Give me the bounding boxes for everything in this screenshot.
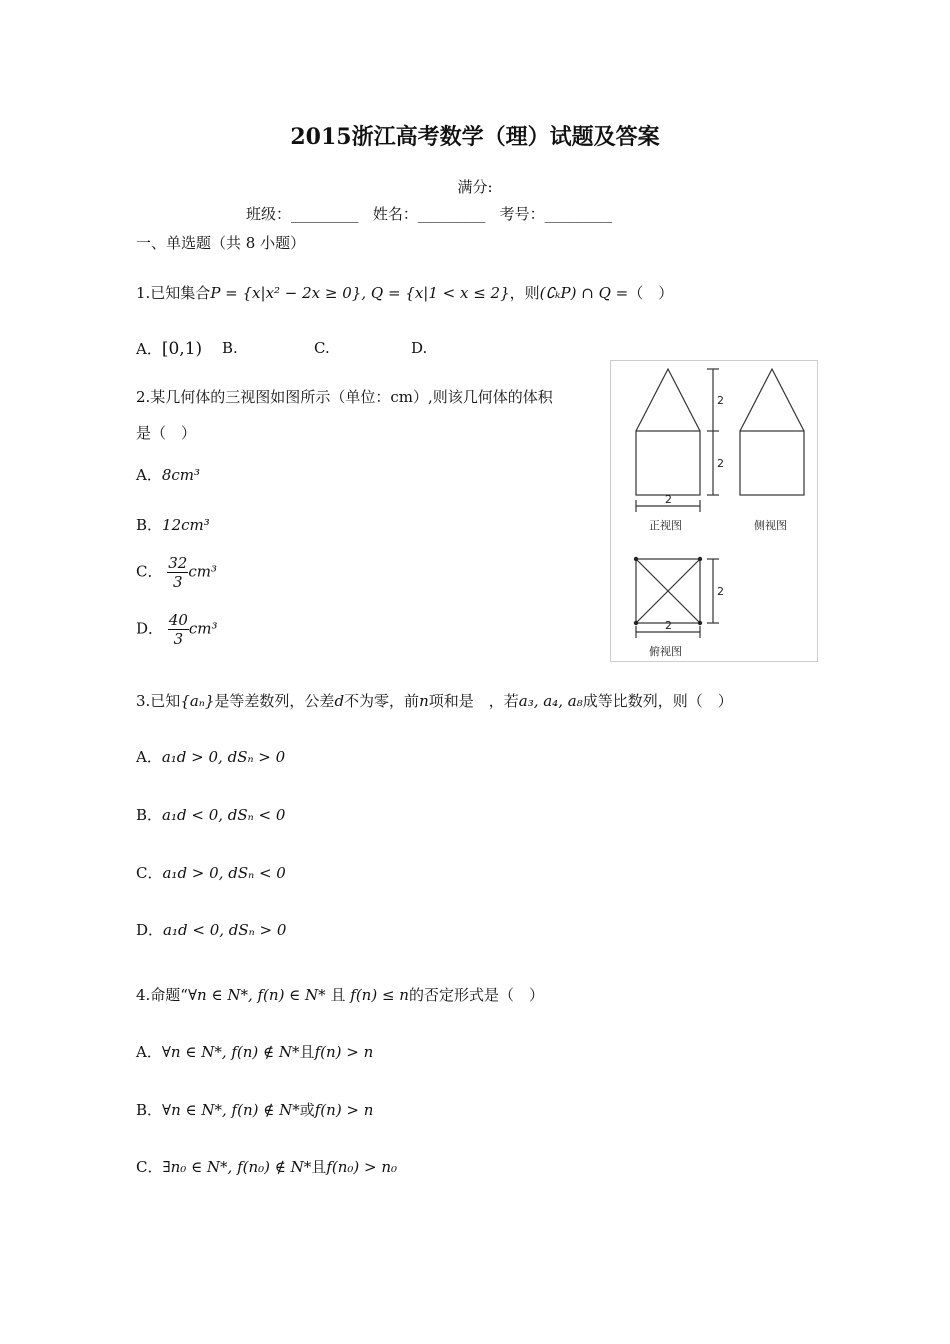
q2-option-d-fraction [168,611,189,648]
q1-stem-suffix: （ ） [628,284,674,302]
q2-option-d-denominator: 3 [173,630,184,648]
q3-stem-seq: {aₙ} [180,692,215,710]
q2-option-d-unit: cm³ [188,619,218,638]
front-body-dim-label: 2 [717,457,724,470]
q4-option-c [136,1156,397,1177]
q4-option-a-conj: 且 [299,1043,315,1061]
q4-option-c-math: ∃n₀ ∈ N*, f(n₀) ∉ N* [162,1158,312,1176]
q2-option-d-numerator: 40 [168,611,188,629]
q2-option-c [136,554,217,591]
name-blank: _________ [417,205,486,223]
q2-option-b-math: 12cm³ [162,516,210,534]
q3-option-b [136,804,285,825]
q1-stem-prefix: 1.已知集合 [136,284,211,302]
q3-option-d [136,919,286,940]
question-3-stem [136,690,733,711]
page-title: 2015浙江高考数学（理）试题及答案 [290,124,660,150]
q2-option-a-math: 8cm³ [161,466,201,484]
q2-option-c-label: C． [136,562,163,581]
side-view-label: 侧视图 [754,519,787,532]
q2-option-c-fraction [167,554,188,591]
q2-option-c-numerator: 32 [168,554,188,572]
q3-option-c-label: C． [136,864,163,882]
q4-stem-suffix: 的否定形式是（ ） [408,986,544,1004]
q1-option-c: C. [314,339,330,357]
top-view-label: 俯视图 [649,645,682,658]
q4-option-b-math2: f(n) > n [314,1101,374,1119]
q2-option-d [136,611,218,648]
q1-stem-math: P = {x|x² − 2x ≥ 0}, Q = {x|1 < x ≤ 2} [210,284,510,302]
q3-stem-text3: 项和是 ，若 [428,692,519,710]
q4-option-a [136,1041,373,1062]
q3-option-d-label: D． [136,921,164,939]
full-score-label: 满分: [457,178,493,196]
q4-option-c-label: C． [136,1158,163,1176]
q3-option-b-math: a₁d < 0, dSₙ < 0 [162,806,286,824]
section-heading: 一、单选题（共 8 小题） [136,234,306,252]
q2-option-c-denominator: 3 [173,573,183,591]
number-blank: _________ [544,205,613,223]
q1-stem-mid: ，则 [509,284,540,302]
side-view-roof [740,369,804,431]
q1-option-a-math: [0,1) [161,339,203,359]
question-2-stem-line1: 2.某几何体的三视图如图所示（单位：cm）,则该几何体的体积 [136,388,553,406]
q4-option-b-label: B． [136,1101,163,1119]
q3-option-c-math: a₁d > 0, dSₙ < 0 [162,864,286,882]
q4-stem-math2: f(n) ≤ n [350,986,409,1004]
q3-stem-text2: 不为零，前 [344,692,420,710]
q4-stem-prefix: 4.命题“ [136,986,188,1004]
q2-option-d-label: D． [136,619,164,638]
q4-stem-math: ∀n ∈ N*, f(n) ∈ N* [187,986,326,1004]
front-view-roof [636,369,700,431]
q1-stem-math2: (∁ₖP) ∩ Q = [539,284,629,302]
class-blank: _________ [291,205,359,223]
q3-option-a-math: a₁d > 0, dSₙ > 0 [161,748,286,766]
q3-stem-terms: a₃, a₄, a₈ [518,692,583,710]
q4-option-c-math2: f(n₀) > n₀ [326,1158,398,1176]
q2-option-a [136,464,200,485]
student-info-row [246,203,612,224]
top-view-vertex [698,557,702,561]
q3-option-a [136,746,285,767]
top-height-dim-label: 2 [717,585,724,598]
q4-option-b [136,1099,373,1120]
q1-option-d: D. [411,339,428,357]
top-view-vertex [634,621,638,625]
class-label: 班级： [246,205,292,223]
q2-option-c-unit: cm³ [188,562,217,581]
q4-stem-and: 且 [330,986,346,1004]
q3-option-d-math: a₁d < 0, dSₙ > 0 [163,921,287,939]
question-2-stem-line2: 是（ ） [136,424,197,442]
front-width-dim-label: 2 [665,493,672,506]
q1-option-a [136,338,202,359]
front-roof-dim-label: 2 [717,394,724,407]
question-1-stem [136,282,673,303]
q4-option-a-math: ∀n ∈ N*, f(n) ∉ N* [161,1043,300,1061]
front-view-label: 正视图 [649,519,682,532]
q4-option-c-conj: 且 [311,1158,327,1176]
top-width-dim-label: 2 [665,619,672,632]
q2-option-b [136,514,210,535]
q3-option-c [136,862,286,883]
three-view-figure [610,360,818,662]
q3-stem-text4: 成等比数列，则（ ） [582,692,733,710]
q3-option-b-label: B． [136,806,163,824]
q1-option-b: B. [222,339,238,357]
q3-option-a-label: A． [136,748,162,766]
side-view-body [740,431,804,495]
number-label: 考号： [499,205,545,223]
q3-stem-text1: 是等差数列，公差 [214,692,335,710]
three-view-diagram [611,361,817,661]
question-4-stem [136,984,544,1005]
front-view-body [636,431,700,495]
top-view-vertex [698,621,702,625]
q2-option-b-label: B． [136,516,163,534]
q4-option-b-math: ∀n ∈ N*, f(n) ∉ N* [162,1101,300,1119]
q3-stem-d: d [334,692,345,710]
q1-option-a-label: A． [136,340,162,358]
name-label: 姓名： [372,205,418,223]
q4-option-a-label: A． [136,1043,162,1061]
q3-stem-n: n [419,692,429,710]
q4-option-a-math2: f(n) > n [314,1043,374,1061]
top-view-vertex [634,557,638,561]
q2-option-a-label: A． [136,466,162,484]
q4-option-b-conj: 或 [299,1101,315,1119]
q3-stem-prefix: 3.已知 [136,692,181,710]
